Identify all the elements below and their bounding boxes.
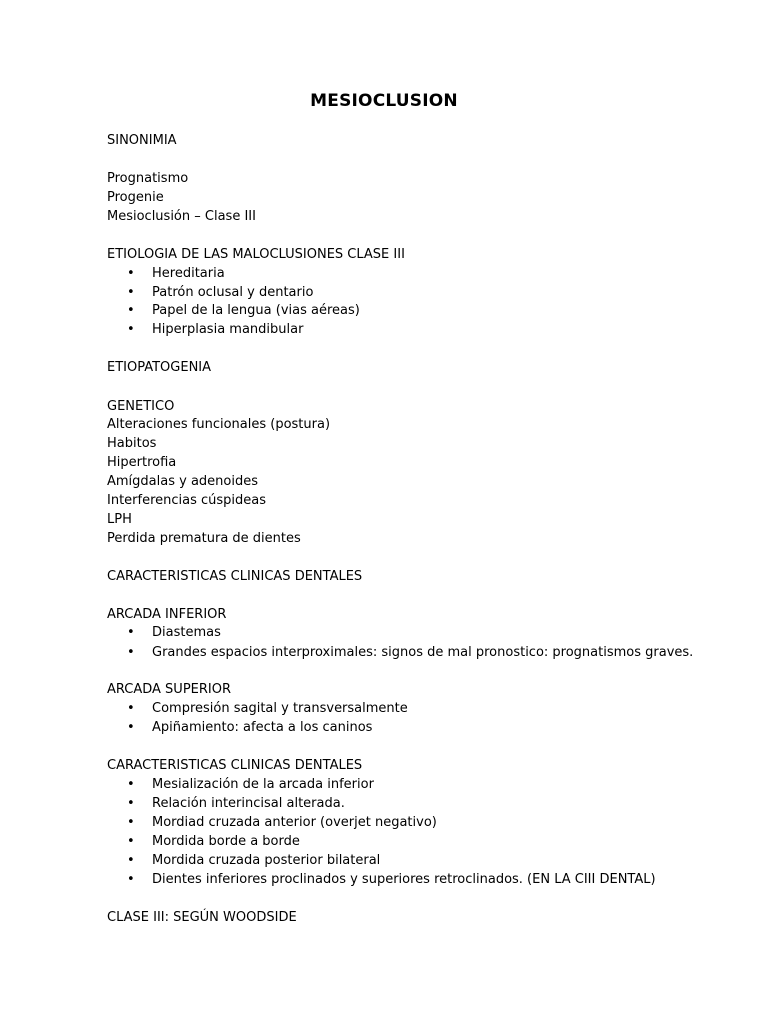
bullet-icon: •: [127, 872, 135, 887]
section-heading-arcada-inferior: ARCADA INFERIOR: [107, 607, 227, 622]
sinonimia-item: Prognatismo: [107, 171, 189, 186]
bullet-icon: •: [127, 285, 135, 300]
section-heading-etiopatogenia: ETIOPATOGENIA: [107, 360, 212, 375]
section-heading-clase-iii: CLASE III: SEGÚN WOODSIDE: [107, 910, 297, 925]
etiopatogenia-item: Alteraciones funcionales (postura): [107, 417, 331, 432]
arcada-superior-bullet-item: Compresión sagital y transversalmente: [152, 701, 408, 716]
etiopatogenia-item: LPH: [107, 512, 132, 527]
caracteristicas-bullet-item: Mesialización de la arcada inferior: [152, 777, 374, 792]
section-heading-sinonimia: SINONIMIA: [107, 133, 177, 148]
bullet-icon: •: [127, 322, 135, 337]
section-heading-arcada-superior: ARCADA SUPERIOR: [107, 682, 232, 697]
etiologia-bullet-item: Patrón oclusal y dentario: [152, 285, 314, 300]
etiologia-bullet-item: Hiperplasia mandibular: [152, 322, 304, 337]
caracteristicas-bullet-item: Dientes inferiores proclinados y superiores retroclinados. (EN LA CIII DENTAL): [152, 872, 656, 887]
etiopatogenia-item: Perdida prematura de dientes: [107, 531, 301, 546]
bullet-icon: •: [127, 796, 135, 811]
arcada-superior-bullet-item: Apiñamiento: afecta a los caninos: [152, 720, 373, 735]
bullet-icon: •: [127, 777, 135, 792]
etiologia-bullet-item: Papel de la lengua (vias aéreas): [152, 303, 360, 318]
document-title: MESIOCLUSION: [310, 91, 458, 111]
etiologia-bullet-item: Hereditaria: [152, 266, 225, 281]
bullet-icon: •: [127, 834, 135, 849]
caracteristicas-bullet-item: Mordida borde a borde: [152, 834, 300, 849]
bullet-icon: •: [127, 720, 135, 735]
bullet-icon: •: [127, 853, 135, 868]
arcada-inferior-bullet-item: Diastemas: [152, 625, 221, 640]
caracteristicas-bullet-item: Mordida cruzada posterior bilateral: [152, 853, 381, 868]
bullet-icon: •: [127, 701, 135, 716]
bullet-icon: •: [127, 266, 135, 281]
bullet-icon: •: [127, 303, 135, 318]
sinonimia-item: Mesioclusión – Clase III: [107, 209, 256, 224]
etiopatogenia-item: Interferencias cúspideas: [107, 493, 267, 508]
sinonimia-item: Progenie: [107, 190, 164, 205]
bullet-icon: •: [127, 815, 135, 830]
bullet-icon: •: [127, 625, 135, 640]
etiopatogenia-item: Amígdalas y adenoides: [107, 474, 258, 489]
section-heading-caracteristicas-2: CARACTERISTICAS CLINICAS DENTALES: [107, 758, 363, 773]
etiopatogenia-item: Hipertrofia: [107, 455, 177, 470]
arcada-inferior-bullet-item: Grandes espacios interproximales: signos de mal pronostico: prognatismos graves.: [152, 645, 694, 660]
caracteristicas-bullet-item: Relación interincisal alterada.: [152, 796, 345, 811]
etiopatogenia-item: Habitos: [107, 436, 157, 451]
caracteristicas-bullet-item: Mordiad cruzada anterior (overjet negativo): [152, 815, 437, 830]
etiopatogenia-item: GENETICO: [107, 399, 175, 414]
section-heading-etiologia: ETIOLOGIA DE LAS MALOCLUSIONES CLASE III: [107, 247, 405, 262]
bullet-icon: •: [127, 645, 135, 660]
section-heading-caracteristicas: CARACTERISTICAS CLINICAS DENTALES: [107, 569, 363, 584]
